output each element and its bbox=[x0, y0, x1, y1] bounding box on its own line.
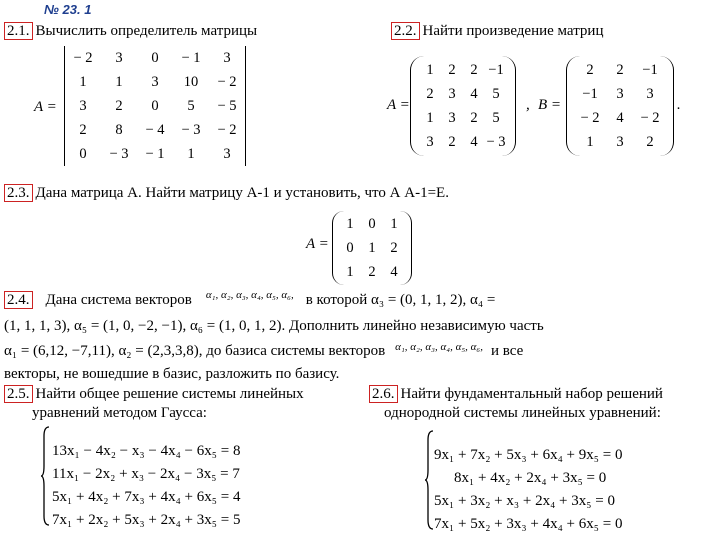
matrix-row bbox=[339, 212, 405, 236]
matrix-cell: 3 bbox=[616, 85, 624, 102]
matrix-cell: 2 bbox=[646, 133, 654, 150]
task-2-4-block bbox=[4, 288, 682, 383]
task-2-2-title bbox=[391, 22, 604, 40]
matrix-cell: 2 bbox=[390, 239, 398, 256]
matrix-cell: 1 bbox=[426, 61, 434, 78]
equation-line: 7x₁ + 5x₂ + 3x₃ + 4x₄ + 6x₅ = 0 bbox=[434, 516, 623, 532]
matrix-cell: 5 bbox=[187, 97, 195, 114]
task-2-6-title bbox=[369, 385, 663, 403]
task-2-4-and-all: и все bbox=[491, 343, 524, 359]
matrix-cell: 0 bbox=[151, 49, 159, 66]
task-2-6-line-2: однородной системы линейных уравнений: bbox=[384, 405, 661, 421]
task-number-2-1: 2.1. bbox=[4, 22, 33, 40]
task-2-4-line-2: (1, 1, 1, 3), α₅ = (1, 0, −2, −1), α₆ = (1, 0, 1, 2). Дополнить линейно независимую часть bbox=[4, 318, 544, 334]
determinant-matrix bbox=[64, 46, 246, 166]
matrix-cell: − 1 bbox=[145, 145, 165, 162]
equation-line: 9x₁ + 7x₂ + 5x₃ + 6x₄ + 9x₅ = 0 bbox=[434, 447, 623, 463]
equation-line: 11x₁ − 2x₂ + x₃ − 2x₄ − 3x₅ = 7 bbox=[52, 466, 240, 482]
matrix-cell: 2 bbox=[368, 263, 376, 280]
inverse-matrix-paren bbox=[332, 211, 412, 285]
matrix-row bbox=[419, 82, 507, 106]
matrix-cell: −1 bbox=[582, 85, 598, 102]
matrix-cell: 5 bbox=[492, 109, 500, 126]
matrix-cell: − 4 bbox=[145, 121, 165, 138]
matrix-cell: 10 bbox=[183, 73, 199, 90]
matrix-cell: 4 bbox=[470, 133, 478, 150]
matrix-cell: 2 bbox=[470, 109, 478, 126]
matrix-cell: − 3 bbox=[109, 145, 129, 162]
matrix-row bbox=[575, 106, 665, 130]
matrix-row bbox=[339, 260, 405, 284]
matrix-row bbox=[575, 82, 665, 106]
matrix-a-comma: , bbox=[526, 97, 530, 113]
matrix-cell: 3 bbox=[448, 85, 456, 102]
matrix-cell: 2 bbox=[115, 97, 123, 114]
task-number-2-3: 2.3. bbox=[4, 184, 33, 202]
task-2-5-title bbox=[4, 385, 304, 403]
matrix-cell: 2 bbox=[616, 61, 624, 78]
task-2-1-title bbox=[4, 22, 257, 40]
task-number-2-2: 2.2. bbox=[391, 22, 420, 40]
task-2-4-intro: Дана система векторов bbox=[45, 292, 192, 308]
matrix-cell: 2 bbox=[448, 61, 456, 78]
system-2-5-brace bbox=[40, 426, 50, 526]
matrix-cell: 8 bbox=[115, 121, 123, 138]
equation-line: 8x₁ + 4x₂ + 2x₄ + 3x₅ = 0 bbox=[454, 470, 607, 486]
matrix-cell: 0 bbox=[368, 215, 376, 232]
matrix-cell: 0 bbox=[151, 97, 159, 114]
equation-line: 7x₁ + 2x₂ + 5x₃ + 2x₄ + 3x₅ = 5 bbox=[52, 512, 241, 528]
matrix-cell: 0 bbox=[79, 145, 87, 162]
matrix-cell: 5 bbox=[492, 85, 500, 102]
matrix-a bbox=[419, 58, 507, 154]
matrix-cell: 1 bbox=[346, 263, 354, 280]
vector-list: α₁, α₂, α₃, α₄, α₅, α₆, bbox=[205, 289, 294, 301]
matrix-cell: − 2 bbox=[217, 121, 237, 138]
task-number-2-5: 2.5. bbox=[4, 385, 33, 403]
equation-line: 5x₁ + 3x₂ + x₃ + 2x₄ + 3x₅ = 0 bbox=[434, 493, 615, 509]
matrix-b-paren bbox=[566, 56, 674, 156]
matrix-cell: − 2 bbox=[580, 109, 600, 126]
system-2-5 bbox=[52, 440, 240, 532]
matrix-a-paren bbox=[410, 56, 516, 156]
matrix-cell: 2 bbox=[448, 133, 456, 150]
matrix-cell: − 3 bbox=[181, 121, 201, 138]
matrix-row bbox=[65, 46, 246, 70]
matrix-row bbox=[65, 94, 246, 118]
task-2-4-line-3 bbox=[4, 339, 682, 365]
task-2-6-line-1: Найти фундаментальный набор решений bbox=[400, 386, 663, 402]
inverse-matrix-label: A = bbox=[306, 236, 329, 252]
matrix-cell: 2 bbox=[426, 85, 434, 102]
task-2-4-line-1 bbox=[4, 288, 682, 314]
matrix-cell: 4 bbox=[390, 263, 398, 280]
matrix-b-label: B = bbox=[538, 97, 562, 113]
task-2-1-text: Вычислить определитель матрицы bbox=[35, 23, 258, 39]
matrix-cell: − 2 bbox=[640, 109, 660, 126]
matrix-cell: 4 bbox=[616, 109, 624, 126]
matrix-row bbox=[419, 58, 507, 82]
equation-line: 5x₁ + 4x₂ + 7x₃ + 4x₄ + 6x₅ = 4 bbox=[52, 489, 241, 505]
matrix-cell: 3 bbox=[223, 49, 231, 66]
matrix-row bbox=[65, 70, 246, 94]
equation-line: 13x₁ − 4x₂ − x₃ − 4x₄ − 6x₅ = 8 bbox=[52, 443, 241, 459]
matrix-row bbox=[575, 58, 665, 82]
matrix-cell: 3 bbox=[115, 49, 123, 66]
task-2-4-given-alpha3-4: в которой α₃ = (0, 1, 1, 2), α₄ = bbox=[305, 292, 496, 308]
matrix-cell: − 1 bbox=[181, 49, 201, 66]
system-2-6-brace bbox=[424, 430, 434, 530]
task-2-2-text: Найти произведение матриц bbox=[422, 23, 604, 39]
task-2-5-line-2: уравнений методом Гаусса: bbox=[32, 405, 207, 421]
matrix-cell: 2 bbox=[586, 61, 594, 78]
task-2-5-line-1: Найти общее решение системы линейных bbox=[35, 386, 304, 402]
inverse-matrix bbox=[339, 212, 405, 284]
matrix-cell: 2 bbox=[79, 121, 87, 138]
matrix-cell: − 3 bbox=[486, 133, 506, 150]
task-number-2-6: 2.6. bbox=[369, 385, 398, 403]
matrix-cell: 3 bbox=[448, 109, 456, 126]
det-matrix-label: A = bbox=[34, 99, 57, 115]
matrix-row bbox=[65, 118, 246, 142]
matrix-cell: − 2 bbox=[73, 49, 93, 66]
matrix-cell: 3 bbox=[616, 133, 624, 150]
matrix-row bbox=[419, 130, 507, 154]
matrix-cell: 1 bbox=[187, 145, 195, 162]
matrix-cell: 3 bbox=[223, 145, 231, 162]
matrix-cell: 2 bbox=[470, 61, 478, 78]
matrix-row bbox=[339, 236, 405, 260]
task-2-4-alpha1-2: α₁ = (6,12, −7,11), α₂ = (2,3,3,8), до базиса системы векторов bbox=[4, 343, 386, 359]
matrix-cell: 3 bbox=[646, 85, 654, 102]
matrix-cell: 1 bbox=[346, 215, 354, 232]
matrix-cell: 1 bbox=[368, 239, 376, 256]
matrix-cell: 1 bbox=[115, 73, 123, 90]
matrix-cell: 4 bbox=[470, 85, 478, 102]
worksheet-number: № 23. 1 bbox=[44, 2, 92, 17]
matrix-cell: 3 bbox=[151, 73, 159, 90]
system-2-6 bbox=[434, 444, 622, 536]
matrix-cell: 1 bbox=[79, 73, 87, 90]
matrix-cell: 0 bbox=[346, 239, 354, 256]
matrix-row bbox=[419, 106, 507, 130]
matrix-cell: 1 bbox=[586, 133, 594, 150]
matrix-b-period: . bbox=[677, 97, 681, 113]
matrix-cell: 3 bbox=[79, 97, 87, 114]
matrix-b bbox=[575, 58, 665, 154]
matrix-cell: 1 bbox=[390, 215, 398, 232]
vector-list-repeat: α₁, α₂, α₃, α₄, α₅, α₆, bbox=[395, 341, 484, 353]
task-2-3-text: Дана матрица А. Найти матрицу А-1 и установить, что А А-1=Е. bbox=[35, 185, 449, 201]
task-number-2-4: 2.4. bbox=[4, 291, 33, 309]
matrix-cell: −1 bbox=[642, 61, 658, 78]
matrix-cell: 1 bbox=[426, 109, 434, 126]
matrix-cell: − 2 bbox=[217, 73, 237, 90]
matrix-cell: − 5 bbox=[217, 97, 237, 114]
matrix-row bbox=[65, 142, 246, 166]
matrix-cell: 3 bbox=[426, 133, 434, 150]
task-2-4-line-4: векторы, не вошедшие в базис, разложить по базису. bbox=[4, 366, 340, 382]
task-2-3-title bbox=[4, 184, 449, 202]
matrix-cell: −1 bbox=[488, 61, 504, 78]
matrix-row bbox=[575, 130, 665, 154]
matrix-a-label: A = bbox=[387, 97, 410, 113]
